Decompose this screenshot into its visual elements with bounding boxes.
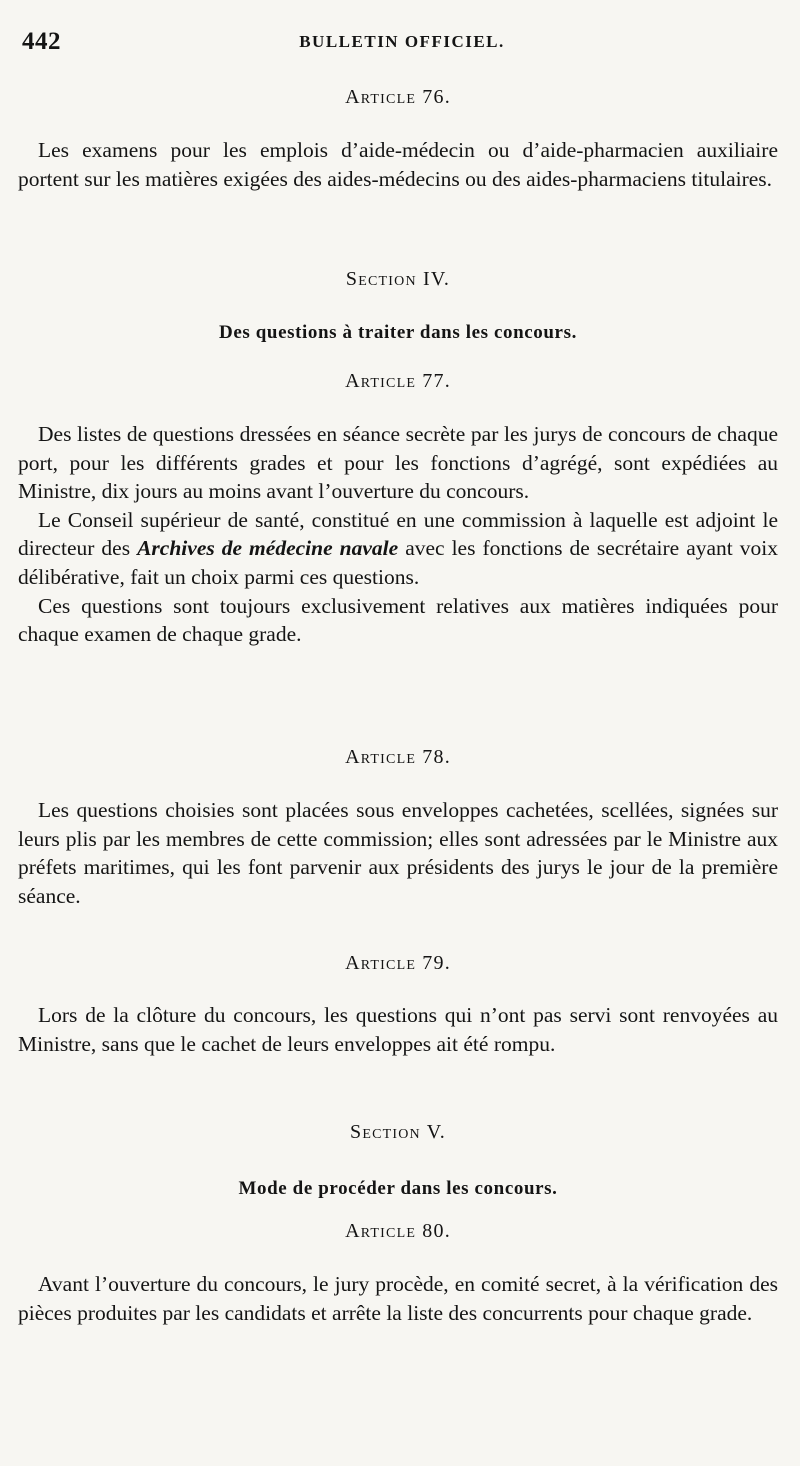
section-4-heading: Section IV. — [345, 268, 451, 290]
section-4-heading-block — [18, 268, 778, 291]
article-78-heading: Article 78. — [345, 746, 451, 768]
article-79-body — [18, 1001, 778, 1058]
article-80-body — [18, 1270, 778, 1327]
article-76-paragraph: Les examens pour les emplois d’aide-médecin ou d’aide-pharmacien auxiliaire portent sur les matières exigées des aides-médecins ou des aides-pharmaciens titulaires. — [18, 138, 778, 191]
section-5-subheading-block — [18, 1178, 778, 1200]
section-5-heading: Section V. — [350, 1121, 446, 1143]
section-4-subheading: Des questions à traiter dans les concours. — [219, 322, 577, 343]
article-76-body — [18, 136, 778, 193]
page-header — [22, 28, 782, 58]
article-77-heading-block — [18, 370, 778, 393]
page-number: 442 — [22, 28, 61, 55]
section-5-heading-block — [18, 1121, 778, 1144]
article-77-paragraph-2-end: avec les fonctions de secrétaire ayant voix délibérative, fait un choix parmi ces questions. — [18, 536, 778, 589]
article-78-heading-block — [18, 746, 778, 769]
article-76-heading-block — [18, 86, 778, 109]
section-5-subheading: Mode de procéder dans les concours. — [238, 1178, 558, 1199]
article-77-paragraph-3: Ces questions sont toujours exclusivement relatives aux matières indiquées pour chaque examen de chaque grade. — [18, 593, 778, 647]
article-80-heading-block — [18, 1220, 778, 1243]
section-4-subheading-block — [18, 322, 778, 344]
journal-title: Archives de médecine navale — [137, 536, 399, 561]
running-title: BULLETIN OFFICIEL. — [299, 32, 505, 51]
article-80-paragraph: Avant l’ouverture du concours, le jury procède, en comité secret, à la vérification des pièces produites par les candidats et arrête la liste des concurrents pour chaque grade. — [18, 1272, 778, 1325]
article-78-body — [18, 796, 778, 910]
article-77-paragraph-2 — [18, 506, 778, 592]
article-77-heading: Article 77. — [345, 370, 451, 392]
article-78-paragraph: Les questions choisies sont placées sous enveloppes cachetées, scellées, signées sur leurs plis par les membres de cette commission; elles sont adressées par le Ministre aux préfets maritimes, qui les font parvenir aux présidents des jurys le jour de la première séance. — [18, 798, 778, 908]
article-79-paragraph: Lors de la clôture du concours, les questions qui n’ont pas servi sont renvoyées au Ministre, sans que le cachet de leurs enveloppes ait été rompu. — [18, 1003, 778, 1056]
article-79-heading: Article 79. — [345, 952, 451, 974]
article-77-paragraph-2-start: Le Conseil supérieur de santé, constitué en une commission à laquelle est adjoint le directeur des — [18, 507, 778, 561]
article-76-heading: Article 76. — [345, 86, 451, 108]
article-80-heading: Article 80. — [345, 1220, 451, 1242]
article-77-body — [18, 420, 778, 649]
article-77-paragraph-1: Des listes de questions dressées en séance secrète par les jurys de concours de chaque port, pour les différents grades et pour les fonctions d’agrégé, sont expédiées au Ministre, dix jours au moins avant l’ouverture du concours. — [18, 422, 778, 504]
article-79-heading-block — [18, 952, 778, 975]
